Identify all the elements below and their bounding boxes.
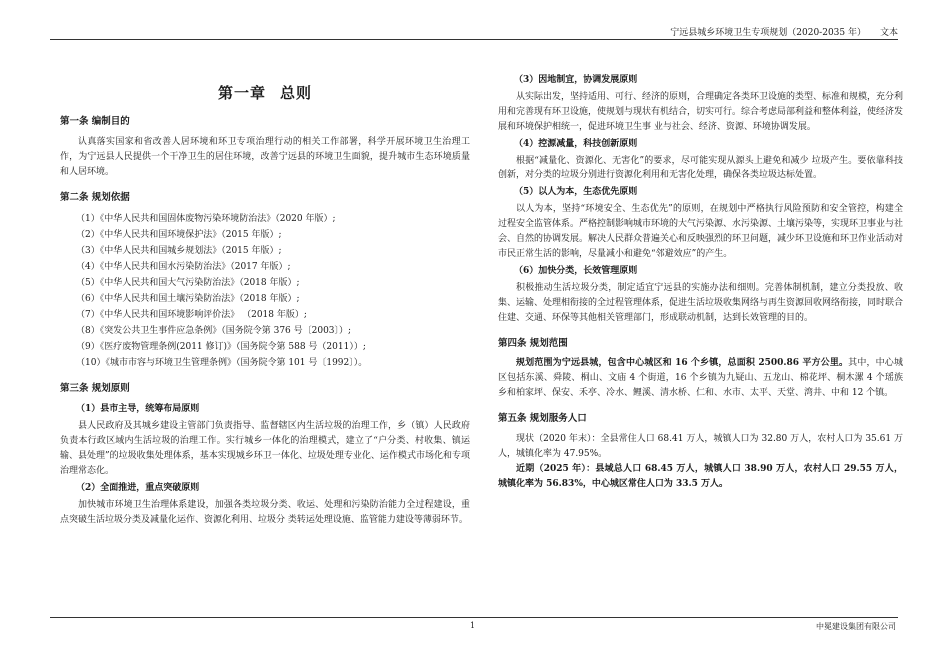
principle-4-title: （4）控源减量，科技创新原则 <box>514 138 638 149</box>
law-item: （7）《中华人民共和国环境影响评价法》 （2018 年版）; <box>76 310 307 321</box>
scope-bold-lead: 规划范围为宁远县城，包含中心城区和 16 个乡镇，总面积 2500.86 平方公里。 <box>516 358 849 369</box>
principle-1-title: （1）县市主导，统筹布局原则 <box>76 404 200 415</box>
article-4-heading: 第四条 规划范围 <box>498 337 568 349</box>
chapter-number: 第一章 <box>217 84 266 102</box>
article-3-heading: 第三条 规划原则 <box>60 383 130 395</box>
article-4-paragraph <box>498 356 903 401</box>
law-item: （2）《中华人民共和国环境保护法》（2015 年版）; <box>76 229 282 240</box>
header-doc-type: 文本 <box>879 28 898 38</box>
header-text <box>656 28 898 38</box>
principle-2-title: （2）全面推进，重点突破原则 <box>76 482 200 493</box>
principle-3-text: 从实际出发，坚持适用、可行、经济的原则，合理确定各类环卫设施的类型、标准和规模，充分利用和完善现有环卫设施，使规划与现状有机结合，切实可行。综合考虑局部利益和整体利益，使经济发展和环境保护相统一，促进环境卫生事 业与社会、经济、资源、环境协调发展。 <box>498 91 904 132</box>
law-item: （9）《医疗废物管理条例(2011 修订)》（国务院令第 588 号（2011））; <box>76 342 366 353</box>
principle-5-text: 以人为本，坚持“环境安全、生态优先”的原则，在规划中严格执行风险预防和安全管控，构建全过程安全监管体系。严格控制影响城市环境的大气污染源、水污染源、土壤污染等，实现环卫事业与社会、自然的协调发展。解决人民群众普遍关心和反映强烈的环卫问题，减少环卫设施和环卫作业活动对市民正常生活的影响，尽量减小和避免“邻避效应”的产生。 <box>498 204 904 259</box>
article-5-heading: 第五条 规划服务人口 <box>498 413 587 425</box>
article-1-paragraph: 认真落实国家和省改善人居环境和环卫专项治理行动的相关工作部署，科学开展环境卫生治理工作，为宁远县人民提供一个干净卫生的居住环境，改善宁远县的环境卫生面貌，提升城市生态环境质量和人居环境。 <box>60 136 470 177</box>
principle-3-title: （3）因地制宜，协调发展原则 <box>514 75 638 85</box>
population-near-term: 近期（2025 年）：县域总人口 68.45 万人，城镇人口 38.90 万人，农村人口 29.55 万人，城镇化率为 56.83%，中心城区常住人口为 33.5 万人。 <box>498 463 903 489</box>
population-current: 现状（2020 年末）：全县常住人口 68.41 万人，城镇人口为 32.80 万人，农村人口为 35.61 万人，城镇化率为 47.95%。 <box>498 434 903 459</box>
footer-rule <box>50 617 898 618</box>
principle-1-text: 县人民政府及其城乡建设主管部门负责指导、监督辖区内生活垃圾的治理工作，乡（镇）人民政府负责本行政区域内生活垃圾的治理工作。实行城乡一体化的治理模式，建立了“户分类、村收集、镇运输、县处理”的垃圾收集处理体系，基本实现城乡环卫一体化、垃圾处理专业化、运作模式市场化和专项治理常态化。 <box>60 421 470 476</box>
law-item: （3）《中华人民共和国城乡规划法》（2015 年版）; <box>76 245 282 256</box>
law-item: （5）《中华人民共和国大气污染防治法》（2018 年版）; <box>76 277 300 288</box>
principle-2-text: 加快城市环境卫生治理体系建设，加强各类垃圾分类、收运、处理和污染防治能力全过程建设，重点突破生活垃圾分类及减量化运作、资源化利用、垃圾分 类转运处理设施、监管能力建设等薄弱环节。 <box>60 499 470 525</box>
scope-detail: 其中，中心城区包括东溪、舜陵、桐山、文庙 4 个街道，16 个乡镇为九疑山、五龙山、棉花坪、桐木漯 4 个瑶族乡和柏家坪、保安、禾亭、冷水、鲤溪、清水桥、仁和、水市、太平、天堂、湾井、中和 12 个镇。 <box>498 358 903 399</box>
article-1-heading: 第一条 编制目的 <box>60 116 130 127</box>
chapter-name: 总则 <box>280 84 313 102</box>
principle-5-title: （5）以人为本，生态优先原则 <box>514 187 638 198</box>
page-number: 1 <box>470 621 476 630</box>
law-item: （1）《中华人民共和国固体废物污染环境防治法》（2020 年版）; <box>76 213 336 224</box>
chapter-title <box>60 84 470 102</box>
law-item: （10）《城市市容与环境卫生管理条例》（国务院令第 101 号〔1992〕）。 <box>76 358 368 369</box>
principle-6-text: 积极推动生活垃圾分类，制定适宜宁远县的实施办法和细则。完善体制机制，建立分类投放、收集、运输、处理相衔接的全过程管理体系，促进生活垃圾收集网络与再生资源回收网络衔接，同时联合住建、交通、环保等其他相关管理部门，形成联动机制，达到长效管理的目的。 <box>498 282 904 323</box>
principle-4-text: 根据“减量化、资源化、无害化”的要求，尽可能实现从源头上避免和减少 垃圾产生。要依靠科技创新，对分类的垃圾分别进行资源化利用和无害化处理，确保各类垃圾达标处置。 <box>498 155 903 181</box>
principle-6-title: （6）加快分类，长效管理原则 <box>514 265 638 276</box>
page-header <box>50 28 898 40</box>
law-item: （8）《突发公共卫生事件应急条例》（国务院令第 376 号〔2003〕）; <box>76 326 352 337</box>
header-doc-title: 宁远县城乡环境卫生专项规划（2020-2035 年） <box>670 28 866 38</box>
law-item: （6）《中华人民共和国土壤污染防治法》（2018 年版）; <box>76 294 300 304</box>
right-column <box>498 73 903 492</box>
left-column <box>60 72 470 528</box>
law-item: （4）《中华人民共和国水污染防治法》（2017 年版）; <box>76 261 291 272</box>
article-2-heading: 第二条 规划依据 <box>60 191 130 203</box>
footer-organization: 中冕建设集团有限公司 <box>816 622 896 631</box>
